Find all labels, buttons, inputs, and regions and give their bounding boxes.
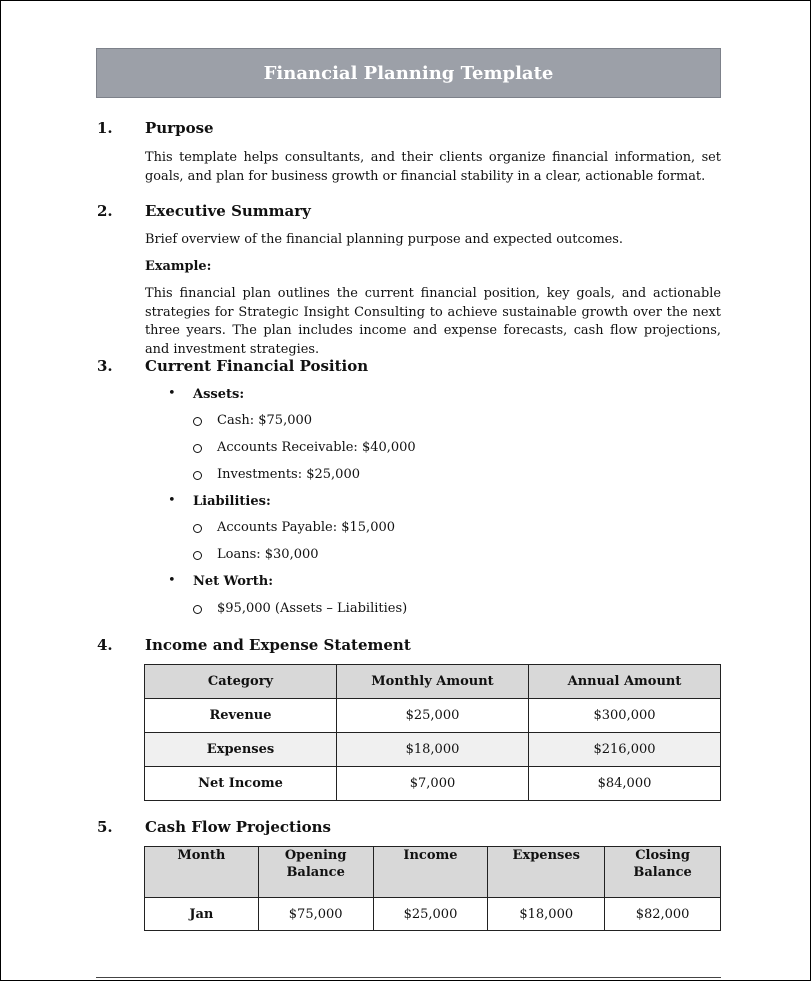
- section-heading-financial-position: Current Financial Position: [145, 357, 369, 375]
- table-cell: $216,000: [529, 733, 721, 767]
- liabilities-label: Liabilities:: [193, 494, 271, 509]
- table-cell: Net Income: [145, 767, 337, 801]
- bullet-icon: •: [168, 573, 176, 588]
- summary-overview: Brief overview of the financial planning purpose and expected outcomes.: [145, 232, 624, 247]
- column-header-text: Opening Balance: [284, 848, 347, 880]
- circle-bullet-icon: [193, 551, 202, 560]
- section-number: 3.: [97, 357, 113, 375]
- table-cell: $75,000: [258, 898, 373, 931]
- table-cell: Expenses: [145, 733, 337, 767]
- column-header: Month: [145, 847, 259, 898]
- column-header: Annual Amount: [529, 665, 721, 699]
- table-cell: Revenue: [145, 699, 337, 733]
- table-cell: Jan: [145, 898, 259, 931]
- example-text: This financial plan outlines the current financial position, key goals, and actionable strategies for Strategic Insight Consulting to achieve sustainable growth over the next three years. The plan includes income and expense forecasts, cash flow projections, and investment strategies.: [145, 286, 721, 357]
- asset-item: Investments: $25,000: [217, 467, 360, 482]
- column-header: [605, 847, 721, 898]
- table-header-row: [145, 665, 721, 699]
- circle-bullet-icon: [193, 417, 202, 426]
- document-title: Financial Planning Template: [263, 62, 554, 84]
- table-cell: $18,000: [488, 898, 605, 931]
- section-heading-income-expense: Income and Expense Statement: [145, 636, 411, 654]
- section-number: 4.: [97, 636, 113, 654]
- table-cell: $25,000: [337, 699, 529, 733]
- asset-item: Accounts Receivable: $40,000: [217, 440, 416, 455]
- table-row: [145, 767, 721, 801]
- column-header: Monthly Amount: [337, 665, 529, 699]
- purpose-text: This template helps consultants, and their clients organize financial information, set goals, and plan for business growth or financial stability in a clear, actionable format.: [145, 150, 721, 184]
- liability-item: Loans: $30,000: [217, 547, 319, 562]
- table-row: [145, 898, 721, 931]
- table-cell: $25,000: [373, 898, 488, 931]
- bullet-icon: •: [168, 386, 176, 401]
- circle-bullet-icon: [193, 444, 202, 453]
- bullet-icon: •: [168, 493, 176, 508]
- table-cell: $7,000: [337, 767, 529, 801]
- column-header: Expenses: [488, 847, 605, 898]
- section-number: 1.: [97, 119, 113, 137]
- title-banner: [96, 48, 721, 98]
- table-row: [145, 733, 721, 767]
- liability-item: Accounts Payable: $15,000: [217, 520, 396, 535]
- assets-label: Assets:: [193, 387, 245, 402]
- example-label: Example:: [145, 259, 212, 274]
- column-header-text: Closing Balance: [633, 848, 692, 880]
- table-cell: $18,000: [337, 733, 529, 767]
- table-row: [145, 699, 721, 733]
- net-worth-label: Net Worth:: [193, 574, 273, 589]
- table-cell: $84,000: [529, 767, 721, 801]
- section-heading-executive-summary: Executive Summary: [145, 202, 311, 220]
- net-worth-item: $95,000 (Assets – Liabilities): [217, 601, 408, 616]
- table-header-row: [145, 847, 721, 898]
- circle-bullet-icon: [193, 605, 202, 614]
- section-heading-purpose: Purpose: [145, 119, 214, 137]
- circle-bullet-icon: [193, 471, 202, 480]
- column-header: Category: [145, 665, 337, 699]
- section-number: 5.: [97, 818, 113, 836]
- circle-bullet-icon: [193, 524, 202, 533]
- cash-flow-table: [144, 846, 721, 931]
- section-number: 2.: [97, 202, 113, 220]
- income-expense-table: [144, 664, 721, 801]
- section-heading-cash-flow: Cash Flow Projections: [145, 818, 331, 836]
- footer-divider: [96, 977, 721, 978]
- table-cell: $300,000: [529, 699, 721, 733]
- asset-item: Cash: $75,000: [217, 413, 313, 428]
- column-header: [258, 847, 373, 898]
- column-header: Income: [373, 847, 488, 898]
- table-cell: $82,000: [605, 898, 721, 931]
